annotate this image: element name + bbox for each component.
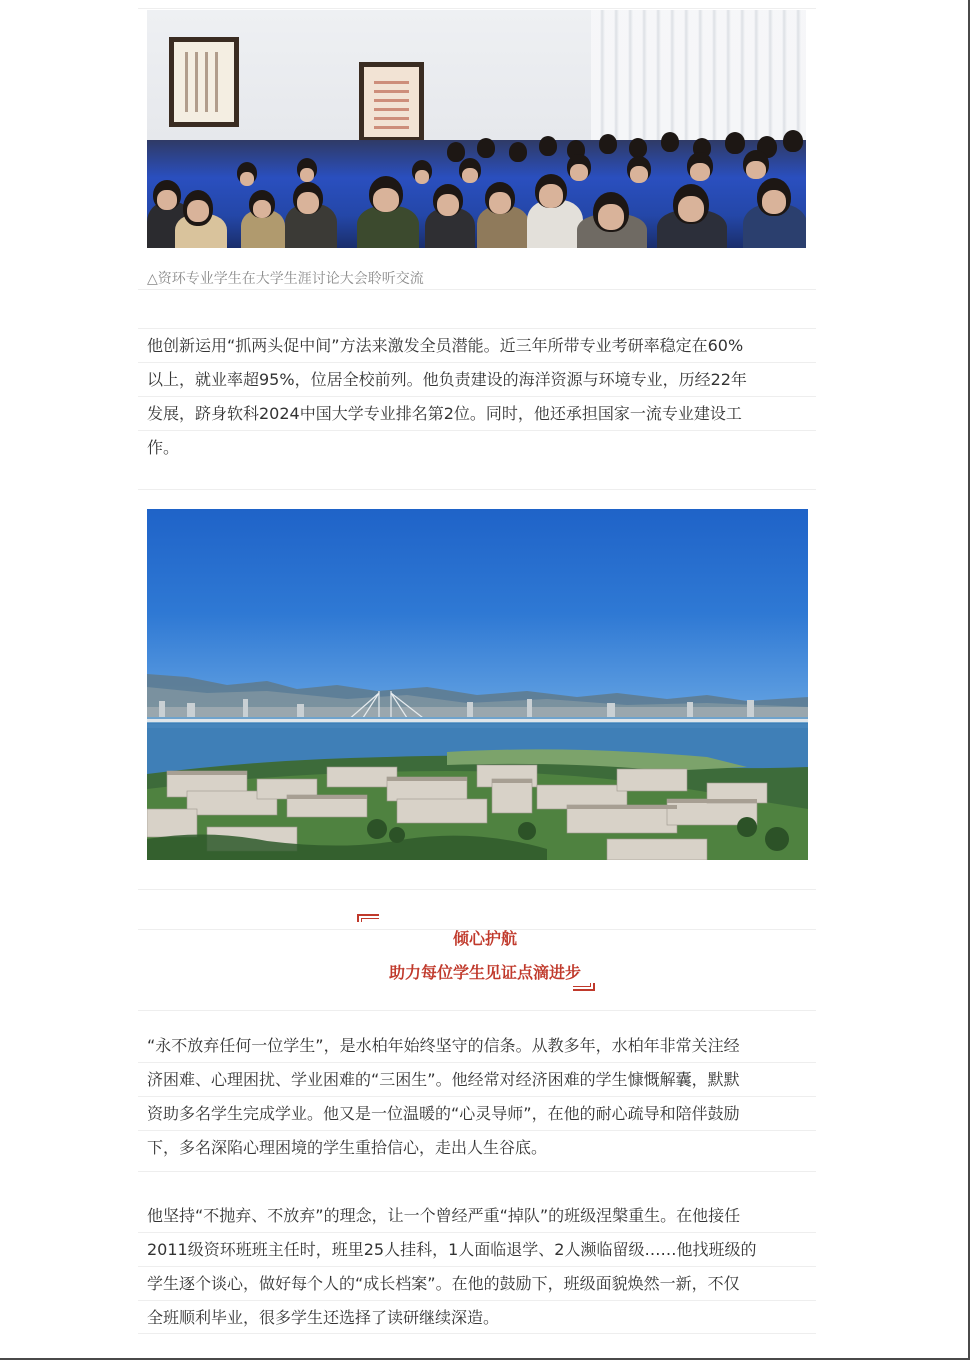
corner-mark-bottom-right: [573, 983, 595, 991]
paragraph-line: 下，多名深陷心理困境的学生重拾信心，走出人生谷底。: [147, 1138, 548, 1157]
classroom-photo: [147, 10, 806, 248]
article-paragraph: [147, 1199, 807, 1335]
paragraph-line: 2011级资环班班主任时，班里25人挂科，1人面临退学、2人濒临留级……他找班级的: [147, 1240, 757, 1259]
divider: [138, 1171, 816, 1172]
divider: [138, 1010, 816, 1011]
campus-scene: [147, 509, 808, 860]
divider: [138, 289, 816, 290]
paragraph-line: 资助多名学生完成学业。他又是一位温暖的“心灵导师”，在他的耐心疏导和陪伴鼓励: [147, 1104, 740, 1123]
corner-mark-top-left: [357, 914, 379, 922]
paragraph-line: 全班顺利毕业，很多学生还选择了读研继续深造。: [147, 1308, 500, 1327]
article-paragraph: [147, 1029, 807, 1165]
paragraph-line: 以上，就业率超95%，位居全校前列。他负责建设的海洋资源与环境专业，历经22年: [147, 370, 747, 389]
paragraph-line: 作。: [147, 438, 180, 457]
divider: [138, 489, 816, 490]
section-title: 倾心护航: [452, 929, 517, 948]
divider: [138, 8, 816, 9]
paragraph-line: 他坚持“不抛弃、不放弃”的理念，让一个曾经严重“掉队”的班级涅槃重生。在他接任: [147, 1206, 741, 1225]
divider: [138, 889, 816, 890]
calligraphy-frame: [169, 37, 239, 127]
photo-caption: △资环专业学生在大学生涯讨论大会聆听交流: [147, 271, 424, 287]
calligraphy-frame: [359, 62, 424, 142]
paragraph-line: 发展，跻身软科2024中国大学专业排名第2位。同时，他还承担国家一流专业建设工: [147, 404, 742, 423]
article-paragraph: [147, 329, 807, 465]
section-subtitle: 助力每位学生见证点滴进步: [388, 963, 581, 982]
paragraph-line: “永不放弃任何一位学生”，是水柏年始终坚守的信条。从教多年，水柏年非常关注经: [147, 1036, 740, 1055]
paragraph-line: 济困难、心理困扰、学业困难的“三困生”。他经常对经济困难的学生慷慨解囊，默默: [147, 1070, 740, 1089]
campus-aerial-photo: [147, 509, 808, 860]
paragraph-line: 他创新运用“抓两头促中间”方法来激发全员潜能。近三年所带专业考研率稳定在60%: [147, 336, 744, 355]
paragraph-line: 学生逐个谈心，做好每个人的“成长档案”。在他的鼓励下，班级面貌焕然一新，不仅: [147, 1274, 740, 1293]
